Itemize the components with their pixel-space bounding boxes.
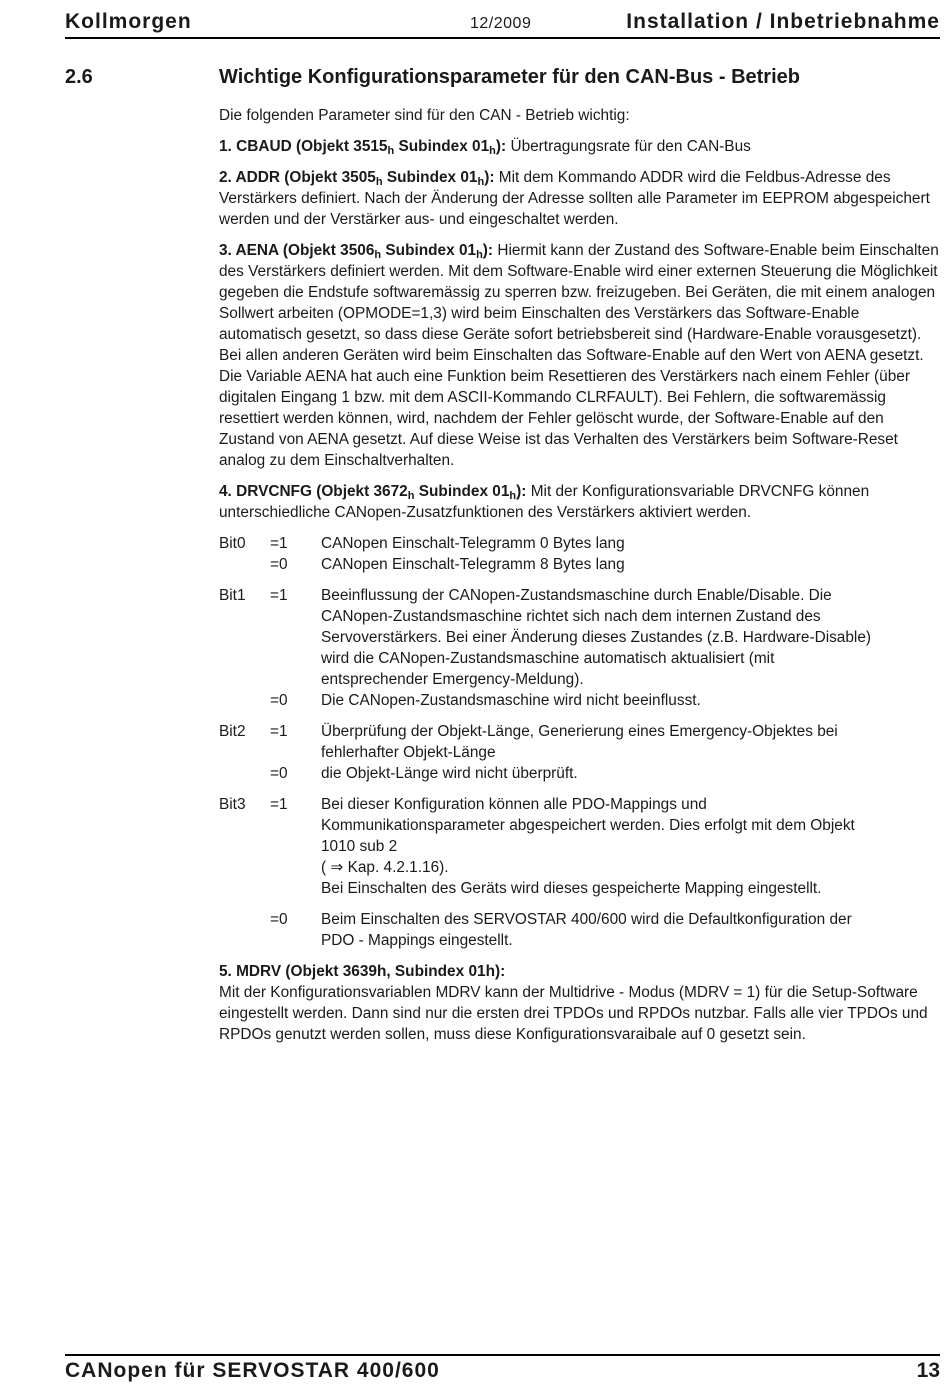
cross-reference: ( ⇒ Kap. 4.2.1.16).: [321, 859, 449, 876]
param-heading: 3. AENA (Objekt $3506_h$ Subindex $01_h$):: [219, 242, 494, 261]
bit-description: CANopen Einschalt-Telegramm 8 Bytes lang: [321, 556, 625, 573]
bit-value: =0: [270, 556, 288, 573]
bit-description: die Objekt-Länge wird nicht überprüft.: [321, 765, 578, 782]
footer-rule: [65, 1354, 940, 1356]
param-aena: 3. AENA (Objekt $3506_h$ Subindex $01_h$): Hiermit kann der Zustand des Software-Enable beim Einschalten des Verstärkers definiert werden. Mit dem Software-Enable wird einer externen Steuerung die Möglichkeit gegeben die Endstufe softwaremässig zu sperren bzw. freizugeben. Bei Geräten, die mit einem analogen Sollwert arbeiten (OPMODE=1,3) wird beim Einschalten des Verstärkers das Software-Enable automatisch gesetzt, so dass diese Geräte sofort betriebsbereit sind (Hardware-Enable vorausgesetzt). Bei allen anderen Geräten wird beim Einschalten das Software-Enable auf den Wert von AENA gesetzt. Die Variable AENA hat auch eine Funktion beim Resettieren des Verstärkers nach einem Fehler (über digitalen Eingang 1 bzw. mit dem ASCII-Kommando CLRFAULT). Bei Fehlern, die softwaremässig resettiert werden können, wird, nachdem der Fehler gelöscht wurde, der Software-Enable auf den Zustand von AENA gesetzt. Auf diese Weise ist das Verhalten des Verstärkers beim Software-Reset analog zu dem Einschaltverhalten.: [219, 242, 939, 469]
header-date: 12/2009: [470, 15, 532, 32]
bit-value: =1: [270, 535, 288, 552]
intro-paragraph: Die folgenden Parameter sind für den CAN - Betrieb wichtig:: [219, 107, 630, 124]
bit-value: =1: [270, 587, 288, 604]
header-rule: [65, 37, 940, 39]
bit-value: =0: [270, 692, 288, 709]
param-drvcnfg: 4. DRVCNFG (Objekt $3672_h$ Subindex $01_h$): Mit der Konfigurationsvariable DRVCNFG können unterschiedliche CANopen-Zusatzfunktionen des Verstärkers aktiviert werden.: [219, 483, 870, 521]
bit-value: =1: [270, 796, 288, 813]
bit-description: Bei dieser Konfiguration können alle PDO-Mappings und Kommunikationsparameter abgespeichert werden. Dies erfolgt mit dem Objekt 1010 sub 2 ( ⇒ Kap. 4.2.1.16). Bei Einschalten des Geräts wird dieses gespeicherte Mapping eingestellt.: [321, 796, 855, 897]
header-section: Installation / Inbetriebnahme: [626, 10, 940, 33]
bit0-block: [219, 533, 941, 575]
bit-value: =1: [270, 723, 288, 740]
param-heading: 1. CBAUD (Objekt $3515_h$ Subindex $01_h$):: [219, 138, 507, 157]
bit-label: Bit2: [219, 723, 246, 740]
footer-title: CANopen für SERVOSTAR 400/600: [65, 1359, 440, 1382]
bit-description: Überprüfung der Objekt-Länge, Generierung eines Emergency-Objektes bei fehlerhafter Objekt-Länge: [321, 723, 838, 761]
param-addr: 2. ADDR (Objekt $3505_h$ Subindex $01_h$): Mit dem Kommando ADDR wird die Feldbus-Adresse des Verstärkers definiert. Nach der Änderung der Adresse sollten alle Parameter im EEPROM abgespeichert werden und der Verstärker aus- und eingeschaltet werden.: [219, 169, 930, 228]
bit-value: =0: [270, 911, 288, 928]
page-header: [65, 10, 940, 38]
param-heading: 5. MDRV (Objekt 3639h, Subindex 01h):: [219, 963, 506, 980]
bit-label: Bit0: [219, 535, 246, 552]
section-number: 2.6: [65, 66, 93, 88]
page-number: 13: [916, 1359, 940, 1382]
bit3-block: [219, 794, 941, 951]
body-text: [219, 105, 941, 1055]
bit-value: =0: [270, 765, 288, 782]
bit-description: CANopen Einschalt-Telegramm 0 Bytes lang: [321, 535, 625, 552]
bit-label: Bit1: [219, 587, 246, 604]
bit-label: Bit3: [219, 796, 246, 813]
param-heading: 4. DRVCNFG (Objekt $3672_h$ Subindex $01_h$):: [219, 483, 527, 502]
section-title: Wichtige Konfigurationsparameter für den CAN-Bus - Betrieb: [219, 66, 800, 88]
bit-description: Die CANopen-Zustandsmaschine wird nicht beeinflusst.: [321, 692, 701, 709]
param-heading: 2. ADDR (Objekt $3505_h$ Subindex $01_h$):: [219, 169, 495, 188]
bit2-block: [219, 721, 941, 784]
param-cbaud: 1. CBAUD (Objekt $3515_h$ Subindex $01_h$): Übertragungsrate für den CAN-Bus: [219, 138, 751, 157]
bit-description: Beim Einschalten des SERVOSTAR 400/600 wird die Defaultkonfiguration der PDO - Mappings eingestellt.: [321, 911, 852, 949]
bit-description: Beeinflussung der CANopen-Zustandsmaschine durch Enable/Disable. Die CANopen-Zustandsmaschine richtet sich nach dem internen Zustand des Servoverstärkers. Bei einer Änderung dieses Zustandes (z.B. Hardware-Disable) wird die CANopen-Zustandsmaschine automatisch aktualisiert (mit entsprechender Emergency-Meldung).: [321, 587, 872, 688]
header-brand: Kollmorgen: [65, 10, 192, 33]
param-mdrv: 5. MDRV (Objekt 3639h, Subindex 01h): Mit der Konfigurationsvariablen MDRV kann der Multidrive - Modus (MDRV = 1) für die Setup-Software eingestellt werden. Dann sind nur die ersten drei TPDOs und RPDOs nutzbar. Falls alle vier TPDOs und RPDOs genutzt werden sollen, muss diese Konfigurationsvaraibale auf 0 gesetzt sein.: [219, 963, 928, 1043]
bit1-block: [219, 585, 941, 711]
